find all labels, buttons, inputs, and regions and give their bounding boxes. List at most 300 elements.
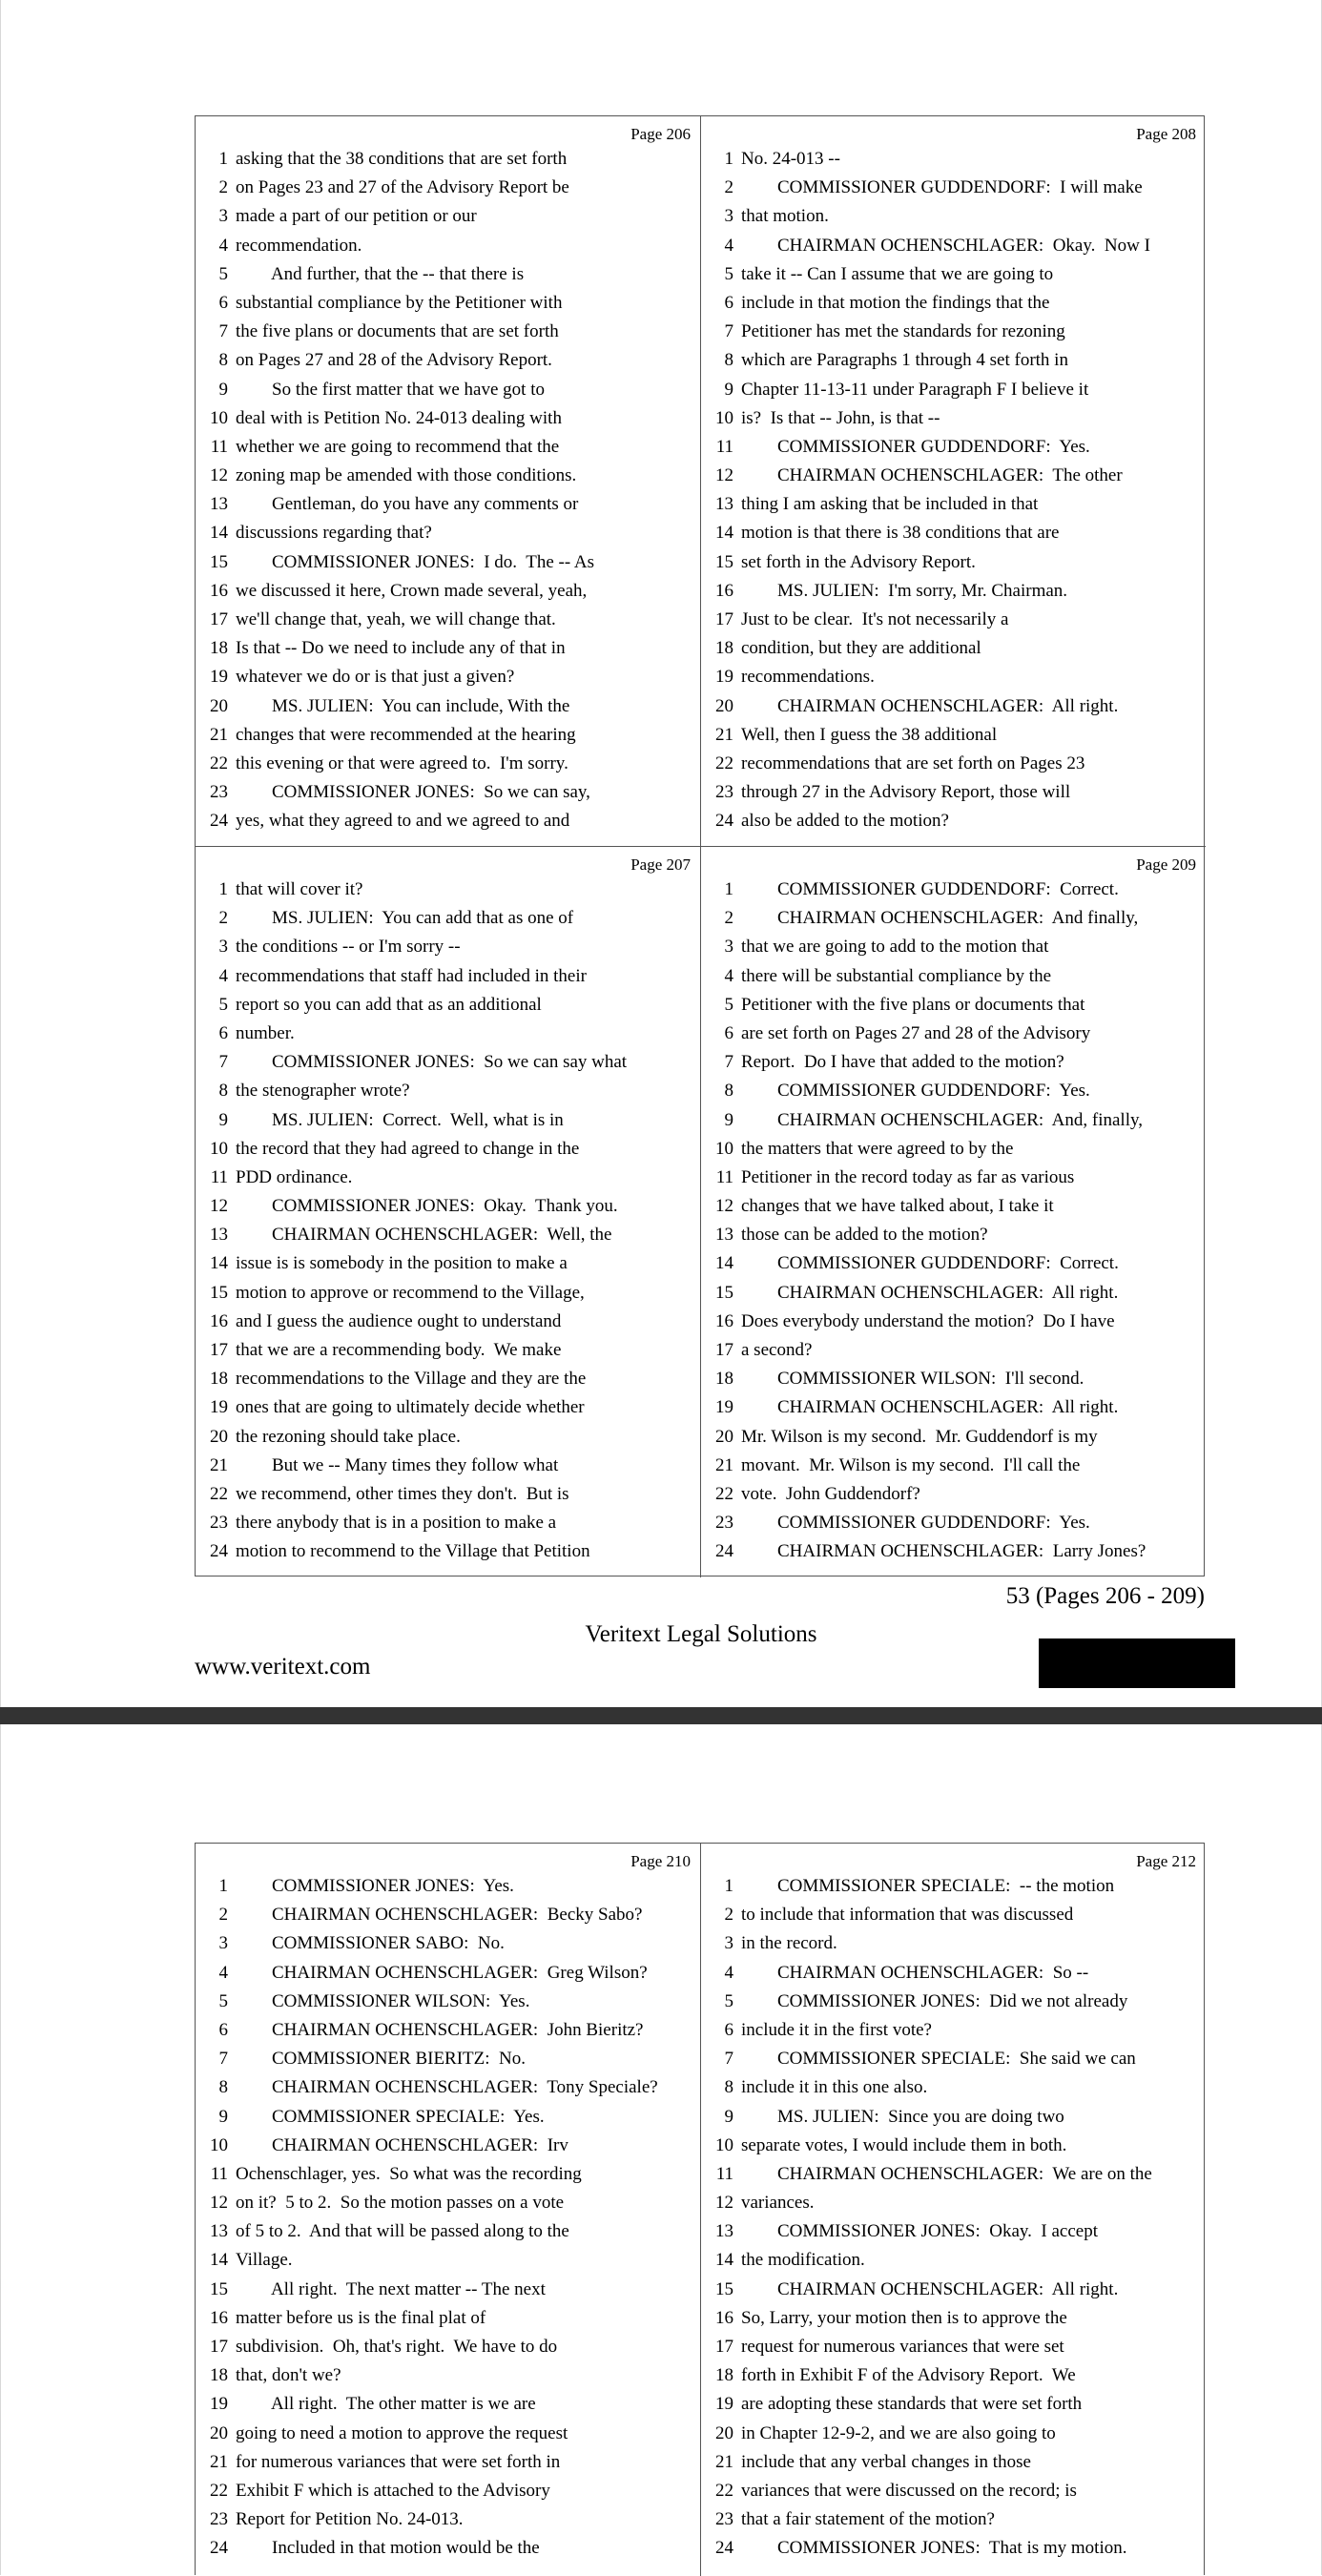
transcript-line bbox=[705, 2045, 1200, 2073]
line-number: 9 bbox=[724, 379, 733, 400]
line-number: 19 bbox=[715, 667, 733, 688]
transcript-line bbox=[705, 2448, 1200, 2477]
line-number: 14 bbox=[715, 1253, 733, 1274]
line-text: CHAIRMAN OCHENSCHLAGER: Larry Jones? bbox=[741, 1541, 1146, 1562]
line-text: COMMISSIONER JONES: I do. The -- As bbox=[236, 551, 594, 572]
transcript-line bbox=[705, 1423, 1200, 1452]
transcript-line bbox=[199, 2420, 694, 2448]
transcript-line bbox=[705, 1106, 1200, 1135]
line-text: number. bbox=[236, 1022, 295, 1043]
line-text: whether we are going to recommend that the bbox=[236, 436, 560, 457]
line-text: COMMISSIONER JONES: So we can say what bbox=[236, 1052, 628, 1073]
transcript-line bbox=[705, 807, 1200, 835]
line-number: 8 bbox=[218, 2077, 228, 2098]
transcript-line bbox=[199, 933, 694, 961]
line-number: 12 bbox=[210, 2193, 228, 2214]
transcript-line bbox=[199, 202, 694, 231]
line-text: Petitioner with the five plans or documents that bbox=[741, 994, 1085, 1015]
line-text: include that any verbal changes in those bbox=[741, 2451, 1031, 2472]
transcript-line bbox=[199, 289, 694, 318]
line-text: substantial compliance by the Petitioner with bbox=[236, 292, 563, 313]
line-number: 21 bbox=[715, 2451, 733, 2472]
line-number: 24 bbox=[715, 2538, 733, 2559]
transcript-line bbox=[199, 577, 694, 606]
line-text: Petitioner in the record today as far as various bbox=[741, 1166, 1075, 1187]
line-number: 12 bbox=[210, 1196, 228, 1217]
line-number: 1 bbox=[218, 149, 228, 169]
transcript-line bbox=[199, 2073, 694, 2102]
line-text: Village. bbox=[236, 2250, 293, 2271]
line-number: 2 bbox=[724, 177, 733, 198]
line-text: the five plans or documents that are set forth bbox=[236, 321, 559, 342]
transcript-line bbox=[199, 1135, 694, 1164]
line-number: 5 bbox=[724, 1990, 733, 2011]
transcript-line bbox=[199, 876, 694, 904]
line-number: 4 bbox=[724, 965, 733, 986]
line-text: CHAIRMAN OCHENSCHLAGER: The other bbox=[741, 465, 1123, 486]
line-text: And further, that the -- that there is bbox=[236, 263, 525, 284]
line-number: 8 bbox=[724, 1081, 733, 1102]
line-number: 24 bbox=[715, 1541, 733, 1562]
transcript-line bbox=[705, 1929, 1200, 1958]
line-text: Well, then I guess the 38 additional bbox=[741, 724, 998, 745]
transcript-line bbox=[199, 1020, 694, 1048]
line-text: CHAIRMAN OCHENSCHLAGER: Okay. Now I bbox=[741, 235, 1150, 256]
transcript-line bbox=[199, 260, 694, 289]
line-number: 11 bbox=[715, 1166, 733, 1187]
transcript-line bbox=[705, 174, 1200, 202]
line-number: 17 bbox=[210, 1340, 228, 1360]
transcript-line bbox=[705, 2534, 1200, 2563]
line-number: 15 bbox=[715, 2278, 733, 2299]
line-text: motion is that there is 38 conditions that are bbox=[741, 523, 1060, 544]
transcript-line bbox=[199, 490, 694, 519]
line-text: MS. JULIEN: Correct. Well, what is in bbox=[236, 1109, 564, 1130]
line-number: 23 bbox=[210, 782, 228, 803]
transcript-page bbox=[701, 116, 1206, 847]
transcript-line bbox=[705, 721, 1200, 750]
transcript-line bbox=[705, 1393, 1200, 1422]
transcript-line bbox=[199, 2448, 694, 2477]
transcript-line bbox=[199, 548, 694, 577]
line-text: separate votes, I would include them in both. bbox=[741, 2134, 1067, 2155]
line-text: through 27 in the Advisory Report, those will bbox=[741, 782, 1071, 803]
transcript-line bbox=[705, 1192, 1200, 1221]
line-number: 19 bbox=[715, 2394, 733, 2415]
transcript-line bbox=[705, 2016, 1200, 2045]
line-text: COMMISSIONER JONES: Yes. bbox=[236, 1876, 514, 1896]
line-text: recommendations. bbox=[741, 667, 875, 688]
page-grid-bottom bbox=[195, 1843, 1205, 2575]
transcript-line bbox=[199, 1901, 694, 1929]
transcript-page bbox=[196, 847, 701, 1577]
line-number: 20 bbox=[210, 2422, 228, 2443]
line-number: 11 bbox=[210, 2163, 228, 2184]
line-text: for numerous variances that were set forth in bbox=[236, 2451, 561, 2472]
page-number-label: Page 212 bbox=[1136, 1852, 1196, 1870]
line-text: Is that -- Do we need to include any of that in bbox=[236, 638, 566, 659]
line-number: 21 bbox=[210, 2451, 228, 2472]
line-text: to include that information that was discussed bbox=[741, 1905, 1074, 1926]
line-text: made a part of our petition or our bbox=[236, 206, 477, 227]
line-number: 9 bbox=[218, 2106, 228, 2127]
line-number: 3 bbox=[724, 1933, 733, 1954]
line-text: PDD ordinance. bbox=[236, 1166, 353, 1187]
line-number: 2 bbox=[724, 1905, 733, 1926]
transcript-line bbox=[199, 519, 694, 547]
line-text: on Pages 23 and 27 of the Advisory Report be bbox=[236, 177, 569, 198]
transcript-line bbox=[199, 174, 694, 202]
line-text: COMMISSIONER WILSON: Yes. bbox=[236, 1990, 530, 2011]
line-number: 7 bbox=[218, 2049, 228, 2070]
line-number: 12 bbox=[715, 1196, 733, 1217]
line-number: 16 bbox=[715, 1310, 733, 1331]
line-number: 24 bbox=[210, 811, 228, 832]
transcript-line bbox=[199, 2132, 694, 2160]
transcript-line bbox=[705, 2333, 1200, 2361]
line-number: 20 bbox=[210, 695, 228, 716]
page-range: 53 (Pages 206 - 209) bbox=[1005, 1583, 1205, 1609]
line-text: COMMISSIONER GUDDENDORF: Correct. bbox=[741, 879, 1119, 899]
line-text: COMMISSIONER JONES: So we can say, bbox=[236, 782, 590, 803]
line-number: 2 bbox=[218, 1905, 228, 1926]
transcript-line bbox=[199, 2505, 694, 2534]
line-text: MS. JULIEN: Since you are doing two bbox=[741, 2106, 1064, 2127]
transcript-line bbox=[199, 991, 694, 1020]
transcript-line bbox=[199, 2304, 694, 2333]
transcript-page bbox=[196, 1844, 701, 2576]
line-number: 16 bbox=[210, 1310, 228, 1331]
line-text: So the first matter that we have got to bbox=[236, 379, 545, 400]
line-text: request for numerous variances that were set bbox=[741, 2337, 1064, 2357]
transcript-line bbox=[705, 1988, 1200, 2016]
line-number: 15 bbox=[210, 2278, 228, 2299]
line-text: deal with is Petition No. 24-013 dealing with bbox=[236, 407, 562, 428]
line-number: 24 bbox=[210, 1541, 228, 1562]
line-text: we'll change that, yeah, we will change that. bbox=[236, 609, 556, 629]
line-number: 11 bbox=[210, 1166, 228, 1187]
transcript-line bbox=[199, 318, 694, 346]
line-number: 4 bbox=[724, 235, 733, 256]
line-number: 13 bbox=[210, 1225, 228, 1246]
transcript-line bbox=[705, 548, 1200, 577]
transcript-line bbox=[705, 519, 1200, 547]
transcript-line bbox=[705, 1365, 1200, 1393]
line-text: Just to be clear. It's not necessarily a bbox=[741, 609, 1009, 629]
transcript-line bbox=[199, 1221, 694, 1249]
transcript-line bbox=[705, 933, 1200, 961]
transcript-line bbox=[705, 577, 1200, 606]
line-text: MS. JULIEN: You can include, With the bbox=[236, 695, 570, 716]
line-text: also be added to the motion? bbox=[741, 811, 949, 832]
line-number: 23 bbox=[715, 2509, 733, 2530]
transcript-line bbox=[705, 962, 1200, 991]
transcript-line bbox=[705, 318, 1200, 346]
line-number: 3 bbox=[724, 206, 733, 227]
line-number: 13 bbox=[715, 1225, 733, 1246]
line-text: Included in that motion would be the bbox=[236, 2538, 540, 2559]
transcript-line bbox=[199, 1077, 694, 1105]
line-text: the rezoning should take place. bbox=[236, 1426, 461, 1447]
redaction-box bbox=[1039, 1638, 1235, 1688]
line-number: 14 bbox=[210, 1253, 228, 1274]
transcript-page bbox=[701, 847, 1206, 1577]
line-number: 1 bbox=[724, 1876, 733, 1896]
transcript-line bbox=[705, 2217, 1200, 2246]
transcript-line bbox=[705, 2477, 1200, 2505]
transcript-line bbox=[199, 750, 694, 778]
line-text: COMMISSIONER SPECIALE: Yes. bbox=[236, 2106, 545, 2127]
line-number: 7 bbox=[724, 321, 733, 342]
line-number: 7 bbox=[724, 1052, 733, 1073]
page-number-label: Page 206 bbox=[630, 125, 691, 143]
transcript-line bbox=[199, 2276, 694, 2304]
transcript-line bbox=[199, 1336, 694, 1365]
line-text: in the record. bbox=[741, 1933, 837, 1954]
line-number: 18 bbox=[715, 638, 733, 659]
transcript-line bbox=[199, 1393, 694, 1422]
line-text: we recommend, other times they don't. But is bbox=[236, 1483, 569, 1504]
line-number: 13 bbox=[715, 494, 733, 515]
line-text: All right. The next matter -- The next bbox=[236, 2278, 546, 2299]
line-text: COMMISSIONER SABO: No. bbox=[236, 1933, 505, 1954]
line-number: 6 bbox=[724, 1022, 733, 1043]
line-number: 17 bbox=[210, 2337, 228, 2357]
line-text: the conditions -- or I'm sorry -- bbox=[236, 937, 461, 958]
line-number: 2 bbox=[218, 177, 228, 198]
line-number: 8 bbox=[218, 1081, 228, 1102]
line-number: 14 bbox=[210, 2250, 228, 2271]
transcript-line bbox=[705, 1077, 1200, 1105]
line-number: 1 bbox=[218, 879, 228, 899]
transcript-line bbox=[705, 1901, 1200, 1929]
transcript-line bbox=[199, 606, 694, 634]
line-number: 24 bbox=[210, 2538, 228, 2559]
transcript-line bbox=[705, 1135, 1200, 1164]
transcript-line bbox=[199, 2361, 694, 2390]
sheet-divider bbox=[0, 1707, 1322, 1724]
line-number: 7 bbox=[218, 321, 228, 342]
line-text: CHAIRMAN OCHENSCHLAGER: All right. bbox=[741, 695, 1119, 716]
transcript-line bbox=[705, 2103, 1200, 2132]
line-text: ones that are going to ultimately decide whether bbox=[236, 1397, 585, 1418]
line-number: 16 bbox=[715, 2307, 733, 2328]
line-text: Does everybody understand the motion? Do I have bbox=[741, 1310, 1115, 1331]
line-text: changes that we have talked about, I take it bbox=[741, 1196, 1054, 1217]
line-text: in Chapter 12-9-2, and we are also going to bbox=[741, 2422, 1056, 2443]
line-text: recommendations that staff had included in their bbox=[236, 965, 587, 986]
transcript-line bbox=[705, 202, 1200, 231]
transcript-line bbox=[705, 991, 1200, 1020]
line-text: recommendations to the Village and they are the bbox=[236, 1369, 587, 1390]
line-text: MS. JULIEN: I'm sorry, Mr. Chairman. bbox=[741, 580, 1068, 601]
line-number: 22 bbox=[715, 752, 733, 773]
transcript-line bbox=[705, 1308, 1200, 1336]
line-number: 8 bbox=[724, 350, 733, 371]
line-text: COMMISSIONER JONES: That is my motion. bbox=[741, 2538, 1127, 2559]
line-text: is? Is that -- John, is that -- bbox=[741, 407, 940, 428]
line-text: CHAIRMAN OCHENSCHLAGER: And, finally, bbox=[741, 1109, 1143, 1130]
line-text: subdivision. Oh, that's right. We have to do bbox=[236, 2337, 558, 2357]
transcript-line bbox=[705, 2132, 1200, 2160]
transcript-line bbox=[705, 289, 1200, 318]
transcript-line bbox=[705, 606, 1200, 634]
transcript-line bbox=[199, 1365, 694, 1393]
line-text: CHAIRMAN OCHENSCHLAGER: All right. bbox=[741, 1282, 1119, 1303]
line-number: 15 bbox=[715, 1282, 733, 1303]
line-number: 21 bbox=[210, 1454, 228, 1475]
transcript-line bbox=[199, 663, 694, 691]
line-number: 3 bbox=[724, 937, 733, 958]
line-number: 9 bbox=[724, 1109, 733, 1130]
website-link[interactable]: www.veritext.com bbox=[195, 1654, 371, 1680]
transcript-line bbox=[705, 232, 1200, 260]
transcript-line bbox=[705, 1480, 1200, 1509]
transcript-line bbox=[705, 490, 1200, 519]
line-number: 8 bbox=[724, 2077, 733, 2098]
transcript-line bbox=[199, 904, 694, 933]
line-text: that, don't we? bbox=[236, 2365, 341, 2386]
line-number: 23 bbox=[715, 782, 733, 803]
line-text: on it? 5 to 2. So the motion passes on a vote bbox=[236, 2193, 565, 2214]
line-text: this evening or that were agreed to. I'm sorry. bbox=[236, 752, 568, 773]
transcript-line bbox=[199, 1279, 694, 1308]
transcript-line bbox=[199, 1988, 694, 2016]
line-text: COMMISSIONER JONES: Okay. Thank you. bbox=[236, 1196, 618, 1217]
transcript-line bbox=[705, 663, 1200, 691]
line-number: 10 bbox=[210, 2134, 228, 2155]
line-text: a second? bbox=[741, 1340, 813, 1360]
line-text: and I guess the audience ought to understand bbox=[236, 1310, 562, 1331]
line-text: whatever we do or is that just a given? bbox=[236, 667, 515, 688]
transcript-line bbox=[199, 1164, 694, 1192]
transcript-line bbox=[199, 1480, 694, 1509]
line-number: 17 bbox=[715, 2337, 733, 2357]
line-text: CHAIRMAN OCHENSCHLAGER: So -- bbox=[741, 1962, 1089, 1983]
transcript-line bbox=[199, 2534, 694, 2563]
line-number: 3 bbox=[218, 206, 228, 227]
line-text: So, Larry, your motion then is to approve the bbox=[741, 2307, 1067, 2328]
line-text: the matters that were agreed to by the bbox=[741, 1138, 1014, 1159]
line-number: 5 bbox=[724, 994, 733, 1015]
line-number: 21 bbox=[715, 1454, 733, 1475]
line-number: 20 bbox=[715, 695, 733, 716]
line-text: that a fair statement of the motion? bbox=[741, 2509, 995, 2530]
transcript-line bbox=[199, 1509, 694, 1537]
line-text: there anybody that is in a position to make a bbox=[236, 1513, 557, 1534]
line-text: COMMISSIONER SPECIALE: She said we can bbox=[741, 2049, 1136, 2070]
line-text: CHAIRMAN OCHENSCHLAGER: And finally, bbox=[741, 908, 1139, 929]
line-text: yes, what they agreed to and we agreed to and bbox=[236, 811, 570, 832]
transcript-line bbox=[199, 962, 694, 991]
line-text: CHAIRMAN OCHENSCHLAGER: Becky Sabo? bbox=[236, 1905, 643, 1926]
transcript-line bbox=[199, 1423, 694, 1452]
page-number-label: Page 209 bbox=[1136, 855, 1196, 874]
line-number: 21 bbox=[210, 724, 228, 745]
transcript-line bbox=[199, 376, 694, 404]
line-text: CHAIRMAN OCHENSCHLAGER: Irv bbox=[236, 2134, 568, 2155]
page-number-label: Page 208 bbox=[1136, 125, 1196, 143]
line-text: Chapter 11-13-11 under Paragraph F I believe it bbox=[741, 379, 1089, 400]
line-text: But we -- Many times they follow what bbox=[236, 1454, 559, 1475]
line-number: 21 bbox=[715, 724, 733, 745]
line-number: 13 bbox=[210, 2221, 228, 2242]
transcript-line bbox=[199, 1959, 694, 1988]
transcript-line bbox=[199, 2045, 694, 2073]
transcript-line bbox=[199, 433, 694, 462]
line-number: 1 bbox=[724, 149, 733, 169]
line-number: 20 bbox=[715, 2422, 733, 2443]
line-text: there will be substantial compliance by the bbox=[741, 965, 1052, 986]
transcript-line bbox=[705, 2160, 1200, 2189]
transcript-line bbox=[705, 904, 1200, 933]
line-number: 23 bbox=[210, 2509, 228, 2530]
line-text: changes that were recommended at the hearing bbox=[236, 724, 576, 745]
line-text: those can be added to the motion? bbox=[741, 1225, 988, 1246]
line-number: 10 bbox=[715, 2134, 733, 2155]
transcript-line bbox=[705, 1020, 1200, 1048]
line-text: motion to recommend to the Village that Petition bbox=[236, 1541, 590, 1562]
line-number: 12 bbox=[715, 2193, 733, 2214]
line-text: Report. Do I have that added to the motion? bbox=[741, 1052, 1064, 1073]
line-text: COMMISSIONER GUDDENDORF: Correct. bbox=[741, 1253, 1119, 1274]
transcript-line bbox=[705, 2505, 1200, 2534]
line-number: 9 bbox=[218, 1109, 228, 1130]
line-number: 12 bbox=[210, 465, 228, 486]
transcript-line bbox=[705, 1872, 1200, 1901]
line-number: 18 bbox=[210, 1369, 228, 1390]
line-number: 4 bbox=[218, 1962, 228, 1983]
line-number: 22 bbox=[210, 1483, 228, 1504]
line-text: COMMISSIONER GUDDENDORF: Yes. bbox=[741, 436, 1090, 457]
transcript-line bbox=[705, 145, 1200, 174]
transcript-line bbox=[705, 750, 1200, 778]
line-text: are adopting these standards that were set forth bbox=[741, 2394, 1083, 2415]
line-number: 14 bbox=[715, 523, 733, 544]
line-text: asking that the 38 conditions that are set forth bbox=[236, 149, 568, 169]
line-number: 18 bbox=[715, 1369, 733, 1390]
line-number: 1 bbox=[724, 879, 733, 899]
line-number: 22 bbox=[715, 2480, 733, 2501]
transcript-page bbox=[701, 1844, 1206, 2576]
line-text: Exhibit F which is attached to the Advisory bbox=[236, 2480, 550, 2501]
line-text: on Pages 27 and 28 of the Advisory Report. bbox=[236, 350, 552, 371]
transcript-line bbox=[705, 1537, 1200, 1566]
transcript-line bbox=[705, 692, 1200, 721]
line-text: include in that motion the findings that the bbox=[741, 292, 1050, 313]
transcript-line bbox=[705, 876, 1200, 904]
line-number: 15 bbox=[715, 551, 733, 572]
transcript-line bbox=[705, 1279, 1200, 1308]
line-number: 6 bbox=[218, 292, 228, 313]
transcript-line bbox=[705, 376, 1200, 404]
page-number-label: Page 207 bbox=[630, 855, 691, 874]
transcript-line bbox=[705, 1164, 1200, 1192]
line-number: 6 bbox=[724, 2019, 733, 2040]
transcript-line bbox=[199, 2477, 694, 2505]
company-name: Veritext Legal Solutions bbox=[585, 1621, 817, 1647]
line-text: COMMISSIONER JONES: Okay. I accept bbox=[741, 2221, 1098, 2242]
transcript-line bbox=[705, 2246, 1200, 2275]
line-text: are set forth on Pages 27 and 28 of the Advisory bbox=[741, 1022, 1091, 1043]
line-text: CHAIRMAN OCHENSCHLAGER: John Bieritz? bbox=[236, 2019, 644, 2040]
transcript-line bbox=[705, 404, 1200, 433]
line-number: 4 bbox=[218, 965, 228, 986]
line-text: that we are going to add to the motion that bbox=[741, 937, 1049, 958]
line-number: 22 bbox=[210, 2480, 228, 2501]
transcript-line bbox=[199, 1929, 694, 1958]
transcript-line bbox=[705, 634, 1200, 663]
